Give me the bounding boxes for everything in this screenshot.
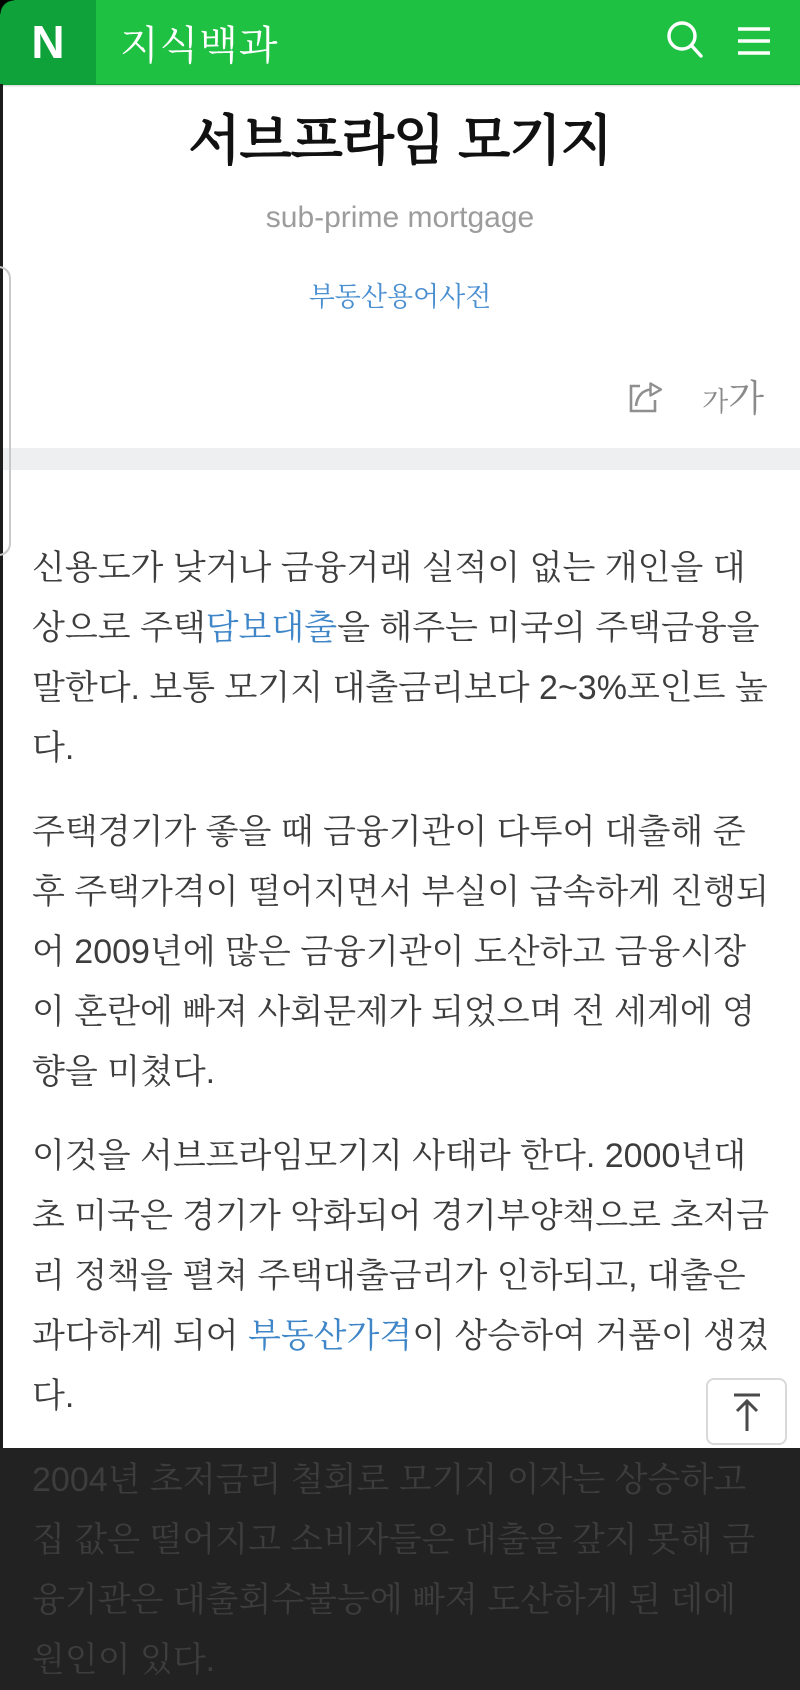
- arrow-to-top-icon: [726, 1389, 768, 1435]
- app-header: [0, 0, 800, 84]
- article-toolbar: [0, 378, 800, 418]
- article: [0, 110, 800, 1690]
- category-link[interactable]: 부동산용어사전: [308, 282, 492, 312]
- text-segment: 이것을 서브프라임모기지 사태라 한다. 2000년대 초 미국은 경기가 악화되어 경기부양책으로 초저금리 정책을 펼쳐 주택대출금리가 인하되고, 대출은 과다하게 되어: [32, 1137, 769, 1355]
- text-segment: 주택경기가 좋을 때 금융기관이 다투어 대출해 준 후 주택가격이 떨어지면서 부실이 급속하게 진행되어 2009년에 많은 금융기관이 도산하고 금융시장이 혼란에 빠져 사회문제가 되었으며 전 세계에 영향을 미쳤다.: [32, 813, 769, 1091]
- page-subtitle: sub-prime mortgage: [265, 201, 535, 234]
- edge-handle: [0, 266, 11, 556]
- text-segment: 2004년 초저금리 철회로 모기지 이자는 상승하고 집 값은 떨어지고 소비자들은 대출을 갚지 못해 금융기관은 대출회수불능에 빠져 도산하게 된 데에 원인이 있다.: [32, 1461, 756, 1679]
- text-segment: 을 해주는 미국의 주택금융을 말한다. 보통 모기지 대출금리보다 2~3%포인트 높다.: [32, 609, 768, 767]
- share-icon[interactable]: [624, 378, 668, 418]
- article-body: [0, 470, 800, 1690]
- app-title: 지식백과: [120, 23, 279, 68]
- term-link[interactable]: 담보대출: [205, 609, 338, 647]
- naver-logo[interactable]: [0, 0, 96, 84]
- text-segment: 신용도가 낮거나 금융거래 실적이 없는 개인을 대상으로 주택: [32, 549, 746, 647]
- font-size-large-label: 가: [728, 377, 764, 419]
- appbar-actions: [662, 0, 772, 84]
- paragraph: [32, 802, 770, 1102]
- paragraph: [32, 538, 770, 778]
- search-icon[interactable]: [662, 17, 708, 67]
- text-segment: 이 상승하여 거품이 생겼다.: [32, 1317, 769, 1415]
- font-size-small-label: 가: [702, 386, 729, 417]
- section-divider: [0, 448, 800, 470]
- naver-logo-letter: N: [31, 16, 65, 68]
- category-row: [0, 280, 800, 314]
- font-size-button[interactable]: [702, 377, 764, 419]
- scroll-to-top-button[interactable]: [706, 1378, 787, 1445]
- paragraph: [32, 1450, 770, 1690]
- menu-icon[interactable]: [736, 24, 772, 60]
- page-title: 서브프라임 모기지: [188, 111, 612, 171]
- paragraph: [32, 1126, 770, 1426]
- term-link[interactable]: 부동산가격: [247, 1317, 413, 1355]
